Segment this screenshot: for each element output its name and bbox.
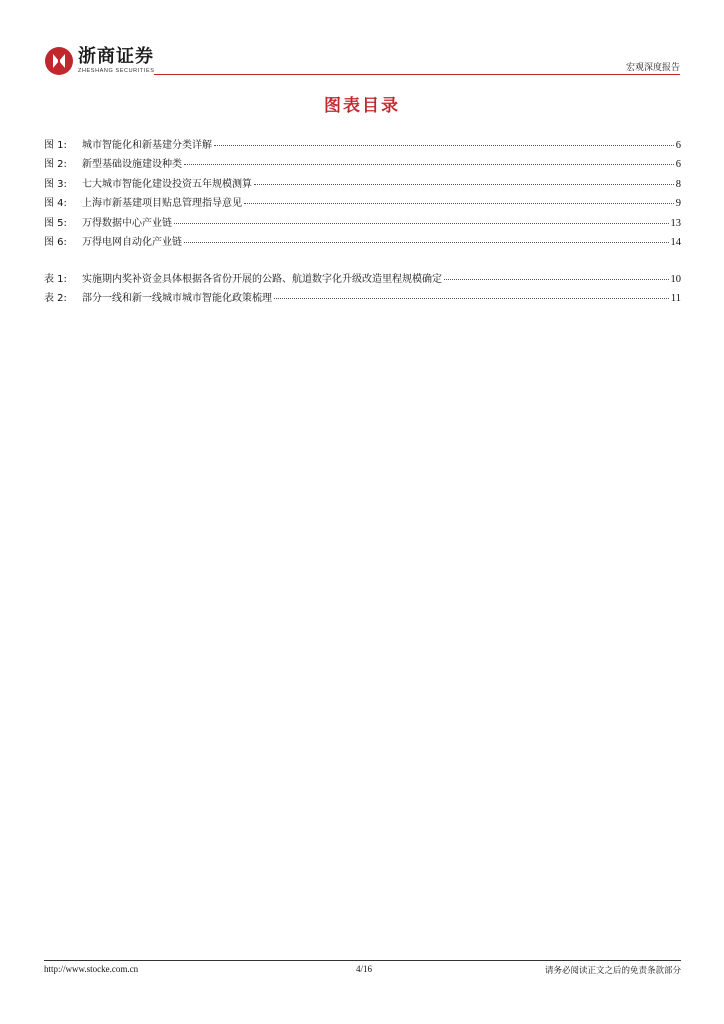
toc-entry[interactable] (44, 194, 681, 213)
entry-prefix: 图 5: (44, 217, 67, 229)
entry-title: 上海市新基建项目贴息管理指导意见 (82, 198, 242, 210)
toc-entry[interactable] (44, 136, 681, 155)
page-title: 图表目录 (324, 96, 400, 116)
entry-page-number: 10 (670, 274, 681, 285)
entry-title: 城市智能化和新基建分类详解 (82, 140, 212, 151)
footer-divider (44, 960, 681, 961)
toc-entry[interactable] (44, 270, 681, 289)
entry-page-number: 6 (675, 159, 681, 171)
dot-leader (254, 184, 674, 185)
entry-prefix: 图 6: (44, 236, 67, 248)
dot-leader (274, 298, 669, 299)
entry-prefix: 图 2: (44, 159, 67, 171)
company-logo (44, 44, 155, 78)
entry-prefix: 图 1: (44, 140, 67, 151)
entry-page-number: 8 (675, 178, 681, 190)
dot-leader (184, 164, 674, 165)
logo-mark-icon (44, 46, 74, 76)
entry-title: 新型基础设施建设种类 (82, 159, 182, 171)
toc-entry[interactable] (44, 289, 681, 308)
entry-page-number: 6 (675, 140, 681, 151)
dot-leader (214, 145, 674, 146)
entry-prefix: 图 4: (44, 198, 67, 210)
entry-page-number: 9 (675, 198, 681, 210)
toc-entry[interactable] (44, 155, 681, 174)
toc-entry[interactable] (44, 175, 681, 194)
entry-title: 万得电网自动化产业链 (82, 236, 182, 248)
entry-title: 实施期内奖补资金具体根据各省份开展的公路、航道数字化升级改造里程规模确定 (82, 274, 442, 285)
entry-prefix: 表 1: (44, 274, 67, 285)
entry-prefix: 图 3: (44, 178, 67, 190)
report-type: 宏观深度报告 (625, 63, 680, 73)
entry-prefix: 表 2: (44, 293, 67, 305)
toc-entry[interactable] (44, 214, 681, 233)
entry-page-number: 11 (670, 293, 681, 305)
logo-name-en: ZHESHANG SECURITIES (78, 68, 155, 74)
toc-entry[interactable] (44, 233, 681, 252)
page-number: 4/16 (355, 964, 372, 974)
entry-page-number: 14 (670, 236, 681, 248)
table-list (44, 270, 681, 309)
entry-page-number: 13 (670, 217, 681, 229)
header-divider (154, 74, 680, 75)
dot-leader (174, 223, 669, 224)
figure-list (44, 136, 681, 252)
page-header (44, 44, 680, 78)
dot-leader (244, 203, 674, 204)
entry-title: 部分一线和新一线城市城市智能化政策梳理 (82, 293, 272, 305)
dot-leader (184, 242, 669, 243)
entry-title: 万得数据中心产业链 (82, 217, 172, 229)
website-link[interactable]: http://www.stocke.com.cn (44, 964, 139, 974)
page-footer (44, 964, 681, 978)
disclaimer-note: 请务必阅读正文之后的免责条款部分 (544, 966, 681, 976)
entry-title: 七大城市智能化建设投资五年规模测算 (82, 178, 252, 190)
logo-name-cn: 浙商证券 (78, 46, 154, 67)
dot-leader (444, 279, 669, 280)
